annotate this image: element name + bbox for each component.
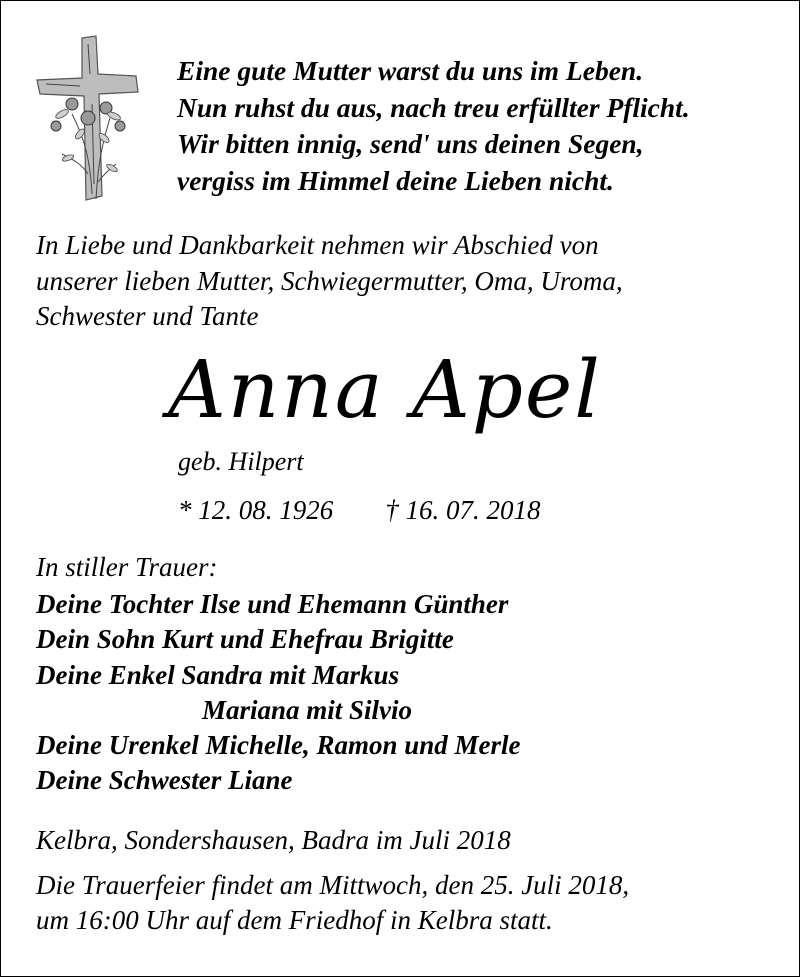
poem-verse <box>177 53 777 199</box>
service-line: um 16:00 Uhr auf dem Friedhof in Kelbra statt. <box>36 905 553 935</box>
mourner-line: Dein Sohn Kurt und Ehefrau Brigitte <box>36 624 454 655</box>
life-dates <box>178 494 541 526</box>
mourner-line: Deine Urenkel Michelle, Ramon und Merle <box>36 730 521 761</box>
service-line: Die Trauerfeier findet am Mittwoch, den 25. Juli 2018, <box>36 870 630 900</box>
funeral-service-info <box>36 868 629 938</box>
death-date: † 16. 07. 2018 <box>385 495 541 525</box>
mourner-line: Mariana mit Silvio <box>202 694 413 725</box>
poem-line: Eine gute Mutter warst du uns im Leben. <box>177 55 644 86</box>
birth-date: * 12. 08. 1926 <box>178 495 334 525</box>
maiden-name: geb. Hilpert <box>178 447 304 476</box>
intro-line: unserer lieben Mutter, Schwiegermutter, Oma, Uroma, <box>36 265 623 296</box>
place-and-date: Kelbra, Sondershausen, Badra im Juli 2018 <box>36 825 511 855</box>
mourners-list <box>36 587 521 799</box>
poem-line: vergiss im Himmel deine Lieben nicht. <box>177 164 614 196</box>
intro-line: In Liebe und Dankbarkeit nehmen wir Abschied von <box>36 230 599 260</box>
intro-text <box>36 228 776 335</box>
mourners-label: In stiller Trauer: <box>36 552 218 582</box>
poem-line: Wir bitten innig, send' uns deinen Segen, <box>177 128 644 159</box>
poem-line: Nun ruhst du aus, nach treu erfüllter Pflicht. <box>177 91 690 123</box>
mourner-line: Deine Schwester Liane <box>36 765 293 796</box>
intro-line: Schwester und Tante <box>36 301 259 331</box>
cross-with-roses-icon <box>32 34 142 204</box>
deceased-name: Anna Apel <box>168 343 602 436</box>
mourner-line: Deine Tochter Ilse und Ehemann Günther <box>36 589 509 619</box>
mourner-line: Deine Enkel Sandra mit Markus <box>36 659 400 690</box>
